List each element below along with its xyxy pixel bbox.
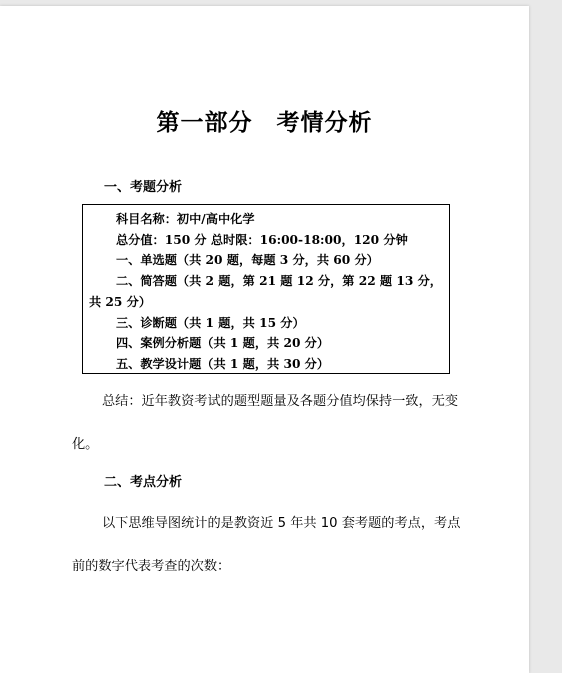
- summary-paragraph: 总结：近年教资考试的题型题量及各题分值均保持一致，无变化。: [72, 394, 459, 452]
- section-heading-topic-analysis: 二、考点分析: [104, 475, 183, 490]
- diagnosis-line: 三、诊断题（共 1 题，共 15 分）: [116, 315, 305, 330]
- document-page: [0, 6, 529, 673]
- page-title: 第一部分 考情分析: [156, 110, 373, 136]
- exam-info-box: [82, 204, 450, 374]
- score-time-line: 总分值：150 分 总时限：16:00-18:00，120 分钟: [116, 232, 408, 247]
- mindmap-intro-paragraph: 以下思维导图统计的是教资近 5 年共 10 套考题的考点，考点前的数字代表考查的次数：: [72, 516, 461, 574]
- section-heading-exam-analysis: 一、考题分析: [104, 180, 183, 195]
- short-answer-line: 二、简答题（共 2 题，第 21 题 12 分，第 22 题 13 分，共 25 分）: [89, 274, 442, 309]
- subject-name-line: 科目名称：初中/高中化学: [116, 212, 255, 226]
- case-analysis-line: 四、案例分析题（共 1 题，共 20 分）: [116, 336, 330, 351]
- teaching-design-line: 五、教学设计题（共 1 题，共 30 分）: [116, 356, 330, 371]
- single-choice-line: 一、单选题（共 20 题，每题 3 分，共 60 分）: [116, 253, 379, 268]
